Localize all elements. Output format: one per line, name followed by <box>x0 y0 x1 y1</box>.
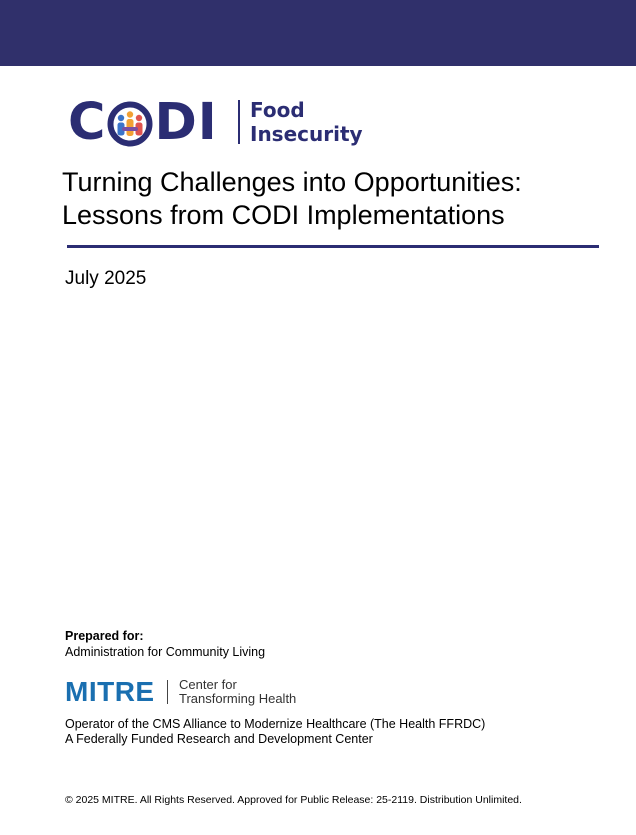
title-line1: Turning Challenges into Opportunities: <box>62 167 522 197</box>
prepared-for-label: Prepared for: <box>65 629 144 643</box>
operator-statement <box>65 717 485 747</box>
logo-tag-line1: Food <box>250 98 305 122</box>
logo-letter-d: D <box>154 93 198 152</box>
mitre-logo <box>65 678 325 710</box>
copyright-notice: © 2025 MITRE. All Rights Reserved. Approved for Public Release: 25-2119. Distribution Unlimited. <box>65 794 522 806</box>
mitre-tag-line1: Center for <box>179 677 237 692</box>
codi-wordmark <box>68 93 218 152</box>
prepared-for-block <box>65 628 265 660</box>
logo-tagline <box>250 98 363 146</box>
people-circle-icon <box>107 101 153 147</box>
logo-tag-line2: Insecurity <box>250 122 363 146</box>
operator-line1: Operator of the CMS Alliance to Modernize Healthcare (The Health FFRDC) <box>65 717 486 731</box>
mitre-tagline <box>179 678 296 706</box>
title-line2: Lessons from CODI Implementations <box>62 200 505 230</box>
title-underline <box>67 245 599 248</box>
mitre-wordmark: MITRE <box>65 676 155 707</box>
mitre-divider <box>167 680 168 704</box>
prepared-for-org: Administration for Community Living <box>65 645 266 659</box>
codi-logo <box>68 93 368 152</box>
logo-letter-c: C <box>68 93 107 152</box>
logo-divider <box>238 100 240 144</box>
top-color-band <box>0 0 636 66</box>
logo-letter-i: I <box>197 93 218 152</box>
document-title <box>62 166 602 232</box>
operator-line2: A Federally Funded Research and Development Center <box>65 732 373 746</box>
publication-date: July 2025 <box>65 268 147 289</box>
mitre-tag-line2: Transforming Health <box>179 691 297 706</box>
